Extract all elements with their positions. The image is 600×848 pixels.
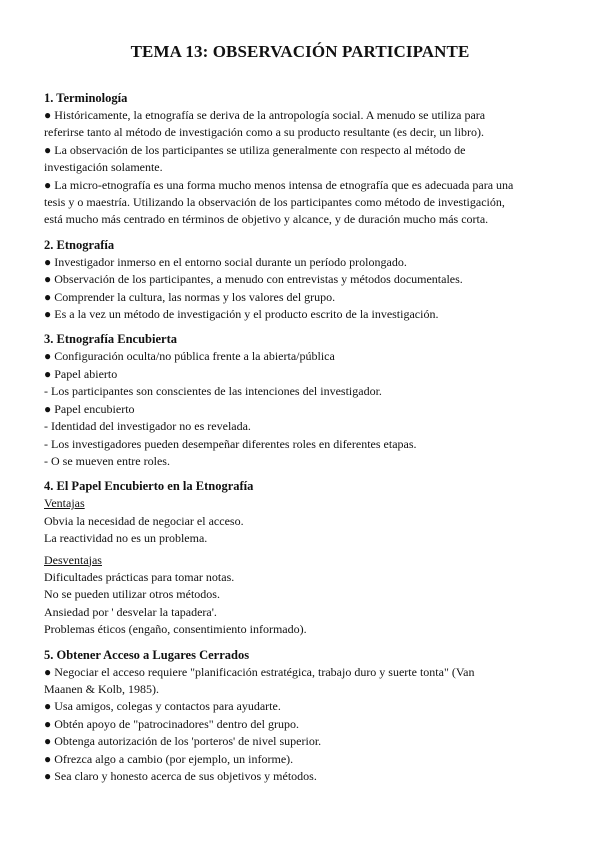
text-line: ● Papel encubierto [44, 401, 135, 416]
text-line: No se pueden utilizar otros métodos. [44, 587, 220, 602]
text-line: - O se mueven entre roles. [44, 453, 170, 468]
text-line: ● Obtenga autorización de los 'porteros' de nivel superior. [44, 734, 322, 749]
page-title: TEMA 13: OBSERVACIÓN PARTICIPANTE [130, 42, 470, 61]
text-line: ● Observación de los participantes, a menudo con entrevistas y métodos documentales. [44, 272, 463, 287]
text-line: tesis y o maestría. Utilizando la observación de los participantes como método de investigación, [44, 195, 505, 210]
text-line: Ansiedad por ' desvelar la tapadera'. [44, 604, 217, 619]
text-line: - Identidad del investigador no es revelada. [44, 419, 251, 434]
section-heading: 3. Etnografía Encubierta [44, 332, 177, 347]
text-line: Problemas éticos (engaño, consentimiento informado). [44, 622, 307, 637]
text-line: referirse tanto al método de investigación como a su producto resultante (es decir, un libro). [44, 125, 485, 140]
section-etnografia [44, 237, 564, 324]
text-line: Dificultades prácticas para tomar notas. [44, 569, 235, 584]
text-line: ● Investigador inmerso en el entorno social durante un período prolongado. [44, 254, 407, 269]
text-line: ● Configuración oculta/no pública frente a la abierta/pública [44, 349, 335, 364]
text-line: La reactividad no es un problema. [44, 531, 208, 546]
text-line: ● Comprender la cultura, las normas y los valores del grupo. [44, 289, 336, 304]
subheading-desventajas: Desventajas [44, 552, 102, 567]
section-heading: 1. Terminología [44, 91, 128, 105]
section-heading: 5. Obtener Acceso a Lugares Cerrados [44, 647, 250, 662]
text-line: ● Papel abierto [44, 366, 118, 381]
text-line: ● Sea claro y honesto acerca de sus objetivos y métodos. [44, 769, 317, 783]
text-line: - Los investigadores pueden desempeñar diferentes roles en diferentes etapas. [44, 436, 417, 451]
section-terminologia [44, 90, 564, 229]
text-line: ● La observación de los participantes se utiliza generalmente con respecto al método de [44, 142, 466, 157]
section-heading: 4. El Papel Encubierto en la Etnografía [44, 479, 254, 494]
section-etnografia-encubierta [44, 331, 564, 470]
section-papel-encubierto [44, 478, 564, 638]
text-line: ● Usa amigos, colegas y contactos para ayudarte. [44, 699, 281, 714]
text-line: ● Históricamente, la etnografía se deriva de la antropología social. A menudo se utiliza para [44, 108, 486, 122]
text-line: ● Negociar el acceso requiere "planificación estratégica, trabajo duro y suerte tonta" (Van [44, 664, 475, 679]
text-line: Maanen & Kolb, 1985). [44, 681, 159, 696]
text-line: ● Obtén apoyo de "patrocinadores" dentro del grupo. [44, 716, 299, 731]
document-body [44, 90, 564, 793]
text-line: está mucho más centrado en términos de objetivo y alcance, y de duración mucho más corta. [44, 212, 489, 227]
section-heading: 2. Etnografía [44, 237, 115, 252]
text-line: investigación solamente. [44, 160, 163, 175]
text-line: ● Es a la vez un método de investigación y el producto escrito de la investigación. [44, 307, 439, 322]
text-line: ● La micro-etnografía es una forma mucho menos intensa de etnografía que es adecuada para una [44, 177, 514, 192]
text-line: - Los participantes son conscientes de las intenciones del investigador. [44, 384, 382, 399]
text-line: ● Ofrezca algo a cambio (por ejemplo, un informe). [44, 751, 294, 766]
text-line: Obvia la necesidad de negociar el acceso. [44, 513, 244, 528]
section-obtener-acceso [44, 647, 564, 786]
subheading-ventajas: Ventajas [44, 496, 85, 511]
